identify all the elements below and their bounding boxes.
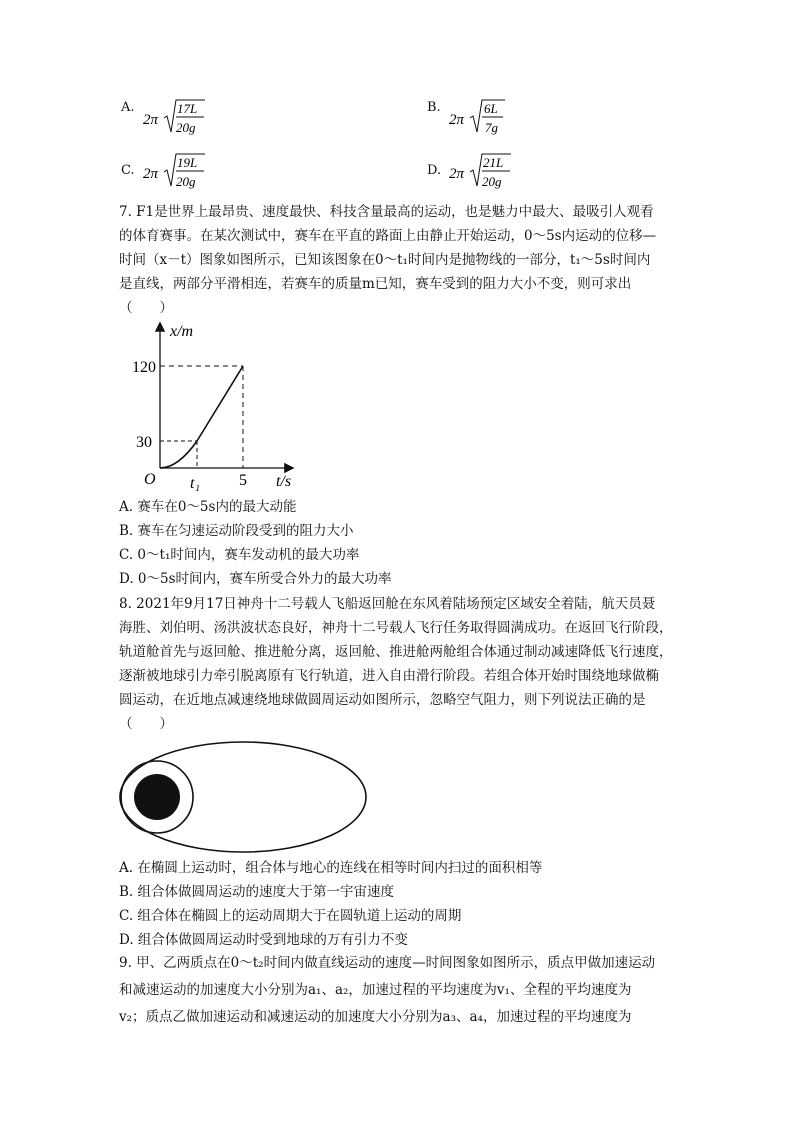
q8-option-d: D. 组合体做圆周运动时受到地球的万有引力不变: [119, 932, 408, 948]
q7-option-d: D. 0～5s时间内，赛车所受合外力的最大功率: [119, 571, 392, 587]
q8-line-5: 圆运动，在近地点减速绕地球做圆周运动如图所示，忽略空气阻力，则下列说法正确的是: [119, 692, 646, 708]
q6-option-a: [121, 100, 135, 115]
q7-origin-label: O: [144, 471, 156, 488]
q6-d-den: 20g: [482, 174, 502, 189]
q6-option-c-formula: [143, 150, 223, 194]
q8-option-a: A. 在椭圆上运动时，组合体与地心的连线在相等时间内扫过的面积相等: [119, 860, 543, 876]
q8-option-c: C. 组合体在椭圆上的运动周期大于在圆轨道上运动的周期: [119, 908, 462, 924]
q8-earth: [134, 774, 180, 820]
q6-c-den: 20g: [176, 174, 196, 189]
q6-c-coef: 2π: [143, 166, 159, 182]
q6-option-b-label: B.: [427, 100, 441, 115]
q7-x-tick-t1: t₁: [190, 475, 201, 492]
q7-x-axis-label: t/s: [276, 473, 292, 490]
q6-b-coef: 2π: [449, 112, 465, 128]
q6-option-a-label: A.: [121, 100, 135, 115]
q7-y-tick-30: 30: [136, 434, 152, 451]
q9-line-3: v₂；质点乙做加速运动和减速运动的加速度大小分别为a₃、a₄，加速过程的平均速度为: [119, 1009, 632, 1025]
q6-b-num: 6L: [484, 101, 498, 116]
q8-options: [119, 856, 542, 952]
q6-a-den: 20g: [176, 120, 196, 135]
q6-a-num: 17L: [177, 101, 198, 116]
q6-a-coef: 2π: [143, 112, 159, 128]
q7-x-tick-5: 5: [239, 472, 247, 489]
q8-orbit-diagram: [115, 738, 375, 858]
q6-b-den: 7g: [485, 120, 498, 135]
q8-line-4: 逐渐被地球引力牵引脱离原有飞行轨道，进入自由滑行阶段。若组合体开始时围绕地球做椭: [119, 668, 659, 684]
q6-d-num: 21L: [483, 155, 504, 170]
q8-line-2: 海胜、刘伯明、汤洪波状态良好，神舟十二号载人飞行任务取得圆满成功。在返回飞行阶段，: [119, 620, 673, 636]
q7-line-5: （ ）: [119, 300, 173, 316]
q9-line-1: 9. 甲、乙两质点在0～t₂时间内做直线运动的速度—时间图象如图所示，质点甲做加速运动: [119, 955, 656, 971]
q9-line-2: 和减速运动的加速度大小分别为a₁、a₂，加速过程的平均速度为v₁、全程的平均速度为: [119, 982, 632, 998]
q9-stem: [119, 950, 655, 1031]
q8-line-1: 8. 2021年9月17日神舟十二号载人飞船返回舱在东风着陆场预定区域安全着陆，航天员聂: [119, 596, 656, 612]
q7-options: [119, 495, 392, 591]
q7-y-axis-label: x/m: [170, 323, 194, 340]
q8-line-3: 轨道舱首先与返回舱、推进舱分离，返回舱、推进舱两舱组合体通过制动减速降低飞行速度，: [119, 644, 673, 660]
q6-option-d-label: D.: [427, 163, 442, 178]
q7-y-tick-120: 120: [132, 359, 156, 376]
q6-d-coef: 2π: [449, 166, 465, 182]
q6-option-c: [121, 163, 135, 178]
q6-option-b: [427, 100, 441, 115]
q7-option-c: C. 0～t₁时间内，赛车发动机的最大功率: [119, 547, 360, 563]
q6-option-c-label: C.: [121, 163, 135, 178]
q7-line-2: 的体育赛事。在某次测试中，赛车在平直的路面上由静止开始运动，0～5s内运动的位移—: [119, 228, 657, 244]
q6-option-d-formula: [449, 150, 529, 194]
q7-line-4: 是直线，两部分平滑相连，若赛车的质量m已知，赛车受到的阻力大小不变，则可求出: [119, 276, 632, 292]
q8-option-b: B. 组合体做圆周运动的速度大于第一宇宙速度: [119, 884, 395, 900]
q6-option-a-formula: [143, 96, 223, 140]
q8-line-6: （ ）: [119, 716, 173, 732]
q7-line-segment: [197, 366, 243, 441]
q7-parabola-segment: [160, 441, 197, 468]
q7-line-3: 时间（x－t）图象如图所示，已知该图象在0～t₁时间内是抛物线的一部分，t₁～5s时间内: [119, 252, 651, 268]
q7-line-1: 7. F1是世界上最昂贵、速度最快、科技含量最高的运动，也是魅力中最大、最吸引人观看: [119, 204, 654, 220]
q7-option-a: A. 赛车在0～5s内的最大动能: [119, 499, 297, 515]
q7-option-b: B. 赛车在匀速运动阶段受到的阻力大小: [119, 523, 354, 539]
q7-stem: [119, 200, 656, 320]
q6-option-d: [427, 163, 441, 178]
q6-c-num: 19L: [177, 155, 198, 170]
q8-stem: [119, 592, 673, 736]
q6-option-b-formula: [449, 96, 529, 140]
q7-displacement-time-graph: [132, 318, 310, 493]
